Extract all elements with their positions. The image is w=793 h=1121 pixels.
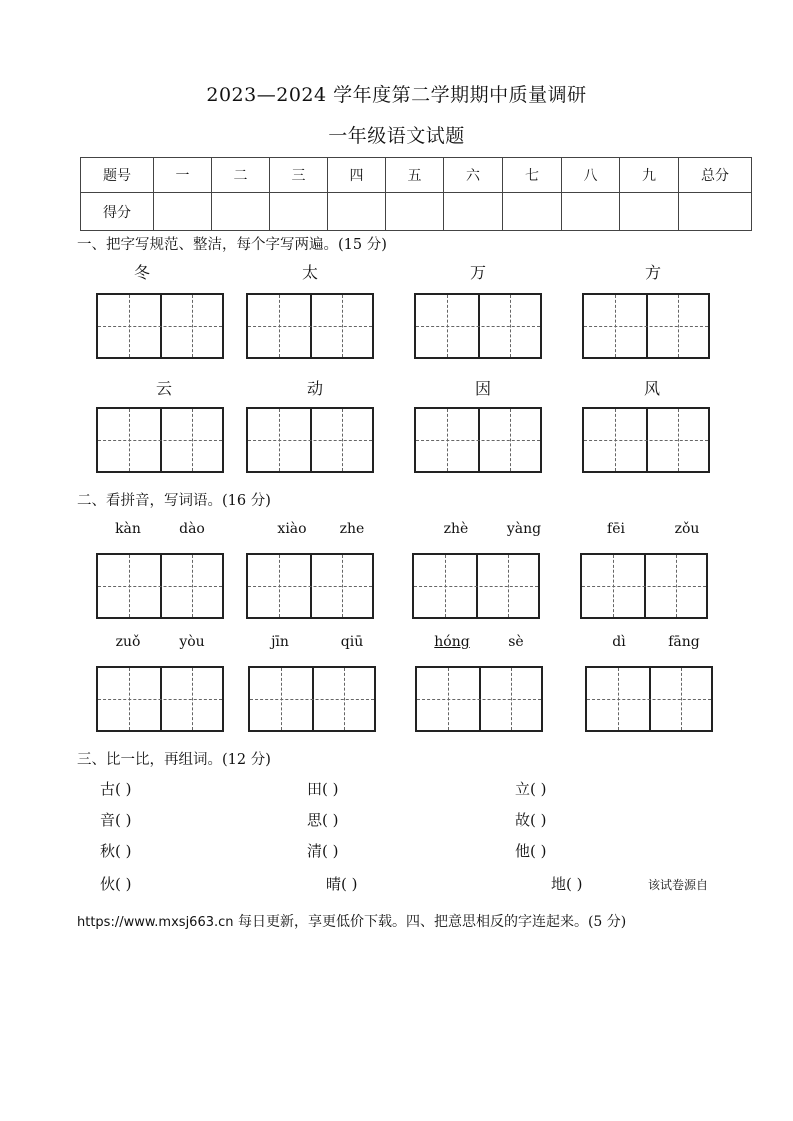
section2-title: 二、看拼音，写词语。(16 分) (77, 493, 271, 509)
score-cell[interactable] (328, 193, 386, 231)
word-blank-item[interactable]: 清( ) (307, 842, 339, 860)
pinyin-label: zǒu (674, 521, 700, 537)
source-note: 该试卷源自 (648, 878, 709, 892)
pinyin-label: zhe (339, 521, 365, 537)
score-header-cell: 七 (503, 158, 562, 193)
pinyin-label: yòu (179, 634, 205, 650)
score-cell[interactable] (386, 193, 444, 231)
char-label: 云 (155, 379, 172, 398)
writing-grid[interactable] (414, 407, 542, 473)
pinyin-label: zuǒ (115, 634, 141, 650)
score-cell[interactable] (444, 193, 503, 231)
score-value-row (81, 193, 752, 231)
pinyin-label: sè (508, 634, 524, 650)
score-cell[interactable] (679, 193, 752, 231)
score-row-label: 得分 (81, 193, 154, 231)
score-header-cell: 八 (562, 158, 620, 193)
word-blank-item[interactable]: 伙( ) (100, 875, 132, 893)
section4-title: 四、把意思相反的字连起来。(5 分) (405, 914, 627, 930)
pinyin-label: fēi (607, 521, 625, 537)
writing-grid[interactable] (246, 407, 374, 473)
writing-grid[interactable] (582, 407, 710, 473)
pinyin-label: zhè (443, 521, 469, 537)
word-blank-item[interactable]: 故( ) (515, 811, 547, 829)
exam-title: 2023—2024 学年度第二学期期中质量调研 (206, 84, 587, 106)
writing-grid[interactable] (415, 666, 543, 732)
update-note: 每日更新，享更低价下载。 (233, 914, 406, 930)
char-label: 太 (301, 263, 318, 282)
exam-subtitle: 一年级语文试题 (328, 125, 465, 147)
pinyin-label: jīn (271, 634, 289, 650)
score-cell[interactable] (212, 193, 270, 231)
score-header-row (81, 158, 752, 193)
writing-grid[interactable] (248, 666, 376, 732)
word-blank-item[interactable]: 田( ) (307, 780, 339, 798)
writing-grid[interactable] (96, 666, 224, 732)
word-blank-item[interactable]: 思( ) (307, 811, 339, 829)
score-header-cell: 三 (270, 158, 328, 193)
score-header-cell: 六 (444, 158, 503, 193)
char-label: 因 (474, 379, 491, 398)
pinyin-label: qiū (340, 634, 364, 650)
score-cell[interactable] (620, 193, 679, 231)
pinyin-label: hóng (434, 634, 470, 650)
score-cell[interactable] (503, 193, 562, 231)
writing-grid[interactable] (246, 553, 374, 619)
section1-title: 一、把字写规范、整洁，每个字写两遍。(15 分) (77, 237, 387, 253)
score-table (80, 157, 752, 231)
writing-grid[interactable] (580, 553, 708, 619)
writing-grid[interactable] (96, 407, 224, 473)
section3-title: 三、比一比，再组词。(12 分) (77, 752, 271, 768)
score-header-cell: 总分 (679, 158, 752, 193)
pinyin-label: fāng (668, 634, 700, 650)
score-header-cell: 题号 (81, 158, 154, 193)
score-header-cell: 五 (386, 158, 444, 193)
word-blank-item[interactable]: 立( ) (515, 780, 547, 798)
char-label: 冬 (133, 263, 150, 282)
score-cell[interactable] (562, 193, 620, 231)
writing-grid[interactable] (96, 293, 224, 359)
pinyin-label: dào (179, 521, 205, 537)
writing-grid[interactable] (96, 553, 224, 619)
pinyin-label: yàng (506, 521, 542, 537)
score-header-cell: 九 (620, 158, 679, 193)
pinyin-label: dì (612, 634, 626, 650)
writing-grid[interactable] (414, 293, 542, 359)
writing-grid[interactable] (412, 553, 540, 619)
score-cell[interactable] (270, 193, 328, 231)
pinyin-label: kàn (115, 521, 141, 537)
writing-grid[interactable] (582, 293, 710, 359)
score-cell[interactable] (154, 193, 212, 231)
score-header-cell: 二 (212, 158, 270, 193)
word-blank-item[interactable]: 地( ) (551, 875, 583, 893)
char-label: 风 (643, 379, 660, 398)
char-label: 方 (644, 263, 661, 282)
word-blank-item[interactable]: 音( ) (100, 811, 132, 829)
score-header-cell: 一 (154, 158, 212, 193)
footer-line (77, 911, 626, 931)
word-blank-item[interactable]: 他( ) (515, 842, 547, 860)
pinyin-label: xiào (277, 521, 307, 537)
source-url-link[interactable]: https://www.mxsj663.cn (77, 915, 234, 930)
word-blank-item[interactable]: 古( ) (100, 780, 132, 798)
score-header-cell: 四 (328, 158, 386, 193)
writing-grid[interactable] (246, 293, 374, 359)
word-blank-item[interactable]: 晴( ) (326, 875, 358, 893)
char-label: 万 (469, 263, 486, 282)
char-label: 动 (306, 379, 323, 398)
writing-grid[interactable] (585, 666, 713, 732)
word-blank-item[interactable]: 秋( ) (100, 842, 132, 860)
